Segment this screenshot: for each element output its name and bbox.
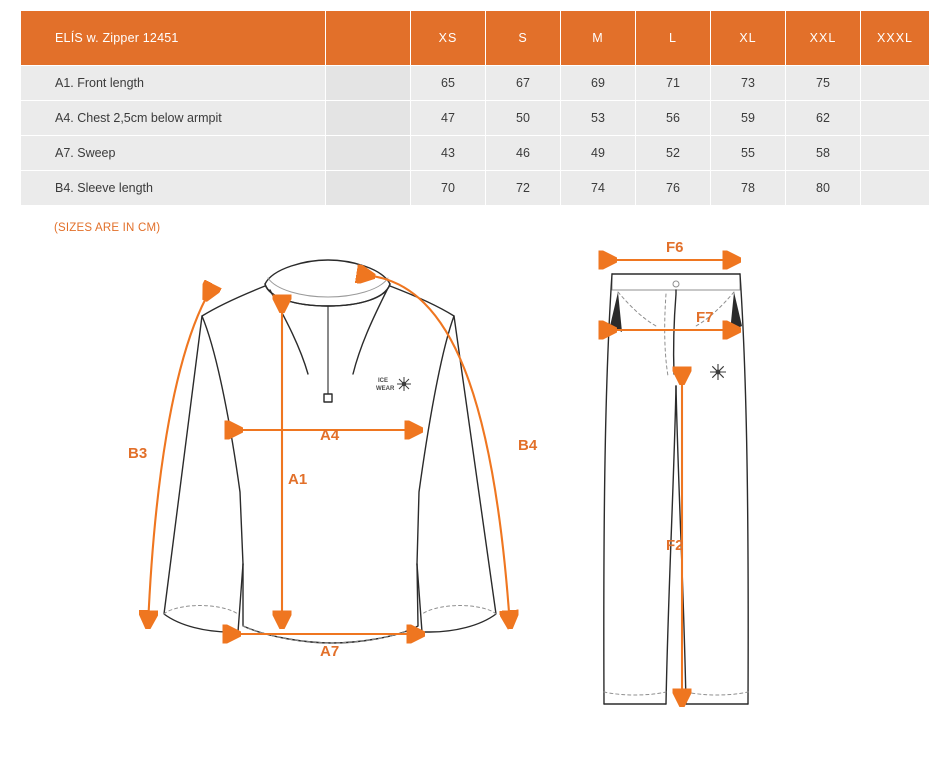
label-a7: A7 xyxy=(320,643,340,660)
value-cell xyxy=(861,101,930,136)
table-row xyxy=(21,136,930,171)
value-cell: 55 xyxy=(711,136,786,171)
size-header-xxl: XXL xyxy=(786,11,861,66)
value-cell: 74 xyxy=(561,171,636,206)
arrow-b3 xyxy=(148,298,206,626)
value-cell: 78 xyxy=(711,171,786,206)
table-header-row xyxy=(21,11,930,66)
value-cell: 47 xyxy=(411,101,486,136)
value-cell: 58 xyxy=(786,136,861,171)
value-cell: 80 xyxy=(786,171,861,206)
measurement-label: A7. Sweep xyxy=(21,136,326,171)
value-cell: 50 xyxy=(486,101,561,136)
value-cell: 65 xyxy=(411,66,486,101)
table-row xyxy=(21,66,930,101)
brand-line-2: WEAR xyxy=(376,386,395,392)
value-cell xyxy=(861,171,930,206)
value-cell: 52 xyxy=(636,136,711,171)
value-cell: 76 xyxy=(636,171,711,206)
value-cell: 72 xyxy=(486,171,561,206)
value-cell: 75 xyxy=(786,66,861,101)
garment-outline xyxy=(164,260,496,643)
value-cell: 73 xyxy=(711,66,786,101)
label-f6: F6 xyxy=(666,239,684,256)
size-header-xl: XL xyxy=(711,11,786,66)
table-row xyxy=(21,101,930,136)
size-header-xxxl: XXXL xyxy=(861,11,930,66)
trousers-diagram xyxy=(570,234,870,714)
measurement-labels xyxy=(666,239,714,554)
snowflake-icon xyxy=(710,364,726,380)
brand-logo xyxy=(376,377,411,392)
size-header-m: M xyxy=(561,11,636,66)
value-cell xyxy=(861,66,930,101)
label-a1: A1 xyxy=(288,471,308,488)
header-spacer xyxy=(326,11,411,66)
row-spacer xyxy=(326,66,411,101)
row-spacer xyxy=(326,171,411,206)
value-cell: 62 xyxy=(786,101,861,136)
value-cell: 46 xyxy=(486,136,561,171)
size-header-xs: XS xyxy=(411,11,486,66)
arrow-b4 xyxy=(372,276,510,626)
units-note: (SIZES ARE IN CM) xyxy=(54,222,161,234)
label-b3: B3 xyxy=(128,445,148,462)
value-cell: 67 xyxy=(486,66,561,101)
measurement-label: B4. Sleeve length xyxy=(21,171,326,206)
size-header-l: L xyxy=(636,11,711,66)
table-row xyxy=(21,171,930,206)
measurement-label: A4. Chest 2,5cm below armpit xyxy=(21,101,326,136)
label-f2: F2 xyxy=(666,537,684,554)
value-cell: 56 xyxy=(636,101,711,136)
size-chart-table xyxy=(20,10,930,206)
measurement-label: A1. Front length xyxy=(21,66,326,101)
measurement-labels xyxy=(128,427,538,660)
half-zip-pullover-diagram xyxy=(110,234,570,694)
label-f7: F7 xyxy=(696,309,714,326)
label-a4: A4 xyxy=(320,427,340,444)
trousers-outline xyxy=(604,274,748,704)
value-cell: 70 xyxy=(411,171,486,206)
snowflake-icon xyxy=(397,377,411,391)
value-cell: 71 xyxy=(636,66,711,101)
value-cell: 43 xyxy=(411,136,486,171)
value-cell: 53 xyxy=(561,101,636,136)
value-cell: 59 xyxy=(711,101,786,136)
row-spacer xyxy=(326,136,411,171)
size-header-s: S xyxy=(486,11,561,66)
measurement-arrows xyxy=(614,260,738,704)
label-b4: B4 xyxy=(518,437,538,454)
value-cell: 69 xyxy=(561,66,636,101)
row-spacer xyxy=(326,101,411,136)
value-cell xyxy=(861,136,930,171)
diagram-area xyxy=(0,234,949,734)
value-cell: 49 xyxy=(561,136,636,171)
brand-line-1: ICE xyxy=(378,378,389,384)
product-title: ELÍS w. Zipper 12451 xyxy=(21,11,326,66)
